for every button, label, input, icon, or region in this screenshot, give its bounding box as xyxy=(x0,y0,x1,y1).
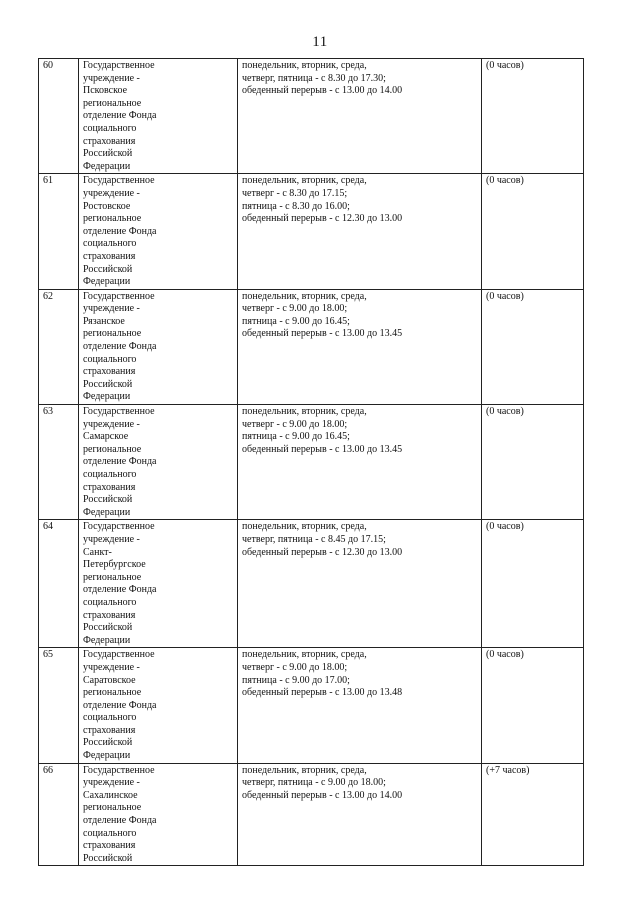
time-offset-cell: (0 часов) xyxy=(482,59,584,174)
working-hours-line: понедельник, вторник, среда, xyxy=(242,764,367,776)
institution-name-line: региональное xyxy=(83,213,142,225)
institution-name-cell xyxy=(79,174,238,289)
institution-name-line: отделение Фонда xyxy=(83,456,157,468)
institution-name-line: Сахалинское xyxy=(83,789,138,801)
institution-name-line: региональное xyxy=(83,571,142,583)
working-hours-line: пятница - с 9.00 до 16.45; xyxy=(242,315,350,327)
institution-name-line: отделение Фонда xyxy=(83,110,157,122)
institution-name-line: страхования xyxy=(83,724,136,736)
institution-name-line: отделение Фонда xyxy=(83,699,157,711)
working-hours-line: обеденный перерыв - с 12.30 до 13.00 xyxy=(242,546,403,558)
institution-name-line: Рязанское xyxy=(83,315,125,327)
working-hours-line: понедельник, вторник, среда, xyxy=(242,290,367,302)
working-hours-line: обеденный перерыв - с 13.00 до 14.00 xyxy=(242,85,403,97)
institution-name-line: учреждение - xyxy=(83,303,140,315)
institution-name-line: Федерации xyxy=(83,391,131,403)
working-hours-line: пятница - с 8.30 до 16.00; xyxy=(242,200,350,212)
row-number-cell: 61 xyxy=(39,174,79,289)
institution-name-line: Российской xyxy=(83,737,133,749)
institution-name-line: региональное xyxy=(83,328,142,340)
institution-name-line: Российской xyxy=(83,378,133,390)
time-offset-cell: (+7 часов) xyxy=(482,763,584,866)
working-hours-line: четверг - с 9.00 до 18.00; xyxy=(242,303,348,315)
institution-name-line: учреждение - xyxy=(83,777,140,789)
institution-name-line: социального xyxy=(83,827,137,839)
time-offset-cell: (0 часов) xyxy=(482,174,584,289)
table-row xyxy=(39,405,584,520)
institution-name-line: социального xyxy=(83,238,137,250)
institution-name-line: Федерации xyxy=(83,750,131,762)
working-hours-cell xyxy=(238,405,482,520)
working-hours-line: обеденный перерыв - с 13.00 до 13.48 xyxy=(242,687,403,699)
working-hours-line: понедельник, вторник, среда, xyxy=(242,649,367,661)
institution-name-line: Государственное xyxy=(83,60,155,71)
row-number-cell: 62 xyxy=(39,289,79,404)
working-hours-line: пятница - с 9.00 до 16.45; xyxy=(242,431,350,443)
institution-name-line: Федерации xyxy=(83,634,131,646)
institution-name-line: Ростовское xyxy=(83,200,131,212)
schedule-table-body xyxy=(39,59,584,866)
working-hours-cell xyxy=(238,763,482,866)
institution-name-line: социального xyxy=(83,353,137,365)
institution-name-line: отделение Фонда xyxy=(83,225,157,237)
row-number-cell: 63 xyxy=(39,405,79,520)
working-hours-line: четверг, пятница - с 9.00 до 18.00; xyxy=(242,777,386,789)
working-hours-line: пятница - с 9.00 до 17.00; xyxy=(242,674,350,686)
time-offset-cell: (0 часов) xyxy=(482,405,584,520)
institution-name-line: Государственное xyxy=(83,175,155,187)
institution-name-line: Российской xyxy=(83,263,133,275)
institution-name-cell xyxy=(79,405,238,520)
institution-name-line: Федерации xyxy=(83,160,131,172)
working-hours-line: четверг - с 8.30 до 17.15; xyxy=(242,187,348,199)
page-number: 11 xyxy=(312,34,328,50)
institution-name-line: Петербургское xyxy=(83,559,146,571)
institution-name-cell xyxy=(79,289,238,404)
working-hours-line: четверг - с 9.00 до 18.00; xyxy=(242,661,348,673)
institution-name-line: Государственное xyxy=(83,521,155,533)
institution-name-cell xyxy=(79,763,238,866)
row-number-cell: 60 xyxy=(39,59,79,174)
institution-name-line: Саратовское xyxy=(83,674,136,686)
working-hours-cell xyxy=(238,520,482,648)
working-hours-line: понедельник, вторник, среда, xyxy=(242,521,367,533)
working-hours-line: понедельник, вторник, среда, xyxy=(242,406,367,418)
working-hours-line: четверг - с 9.00 до 18.00; xyxy=(242,418,348,430)
institution-name-line: социального xyxy=(83,469,137,480)
time-offset-cell: (0 часов) xyxy=(482,648,584,763)
schedule-table xyxy=(38,58,584,866)
institution-name-cell xyxy=(79,520,238,648)
working-hours-cell xyxy=(238,59,482,174)
working-hours-line: обеденный перерыв - с 13.00 до 13.45 xyxy=(242,328,403,340)
institution-name-line: страхования xyxy=(83,481,136,493)
time-offset-cell: (0 часов) xyxy=(482,289,584,404)
working-hours-line: обеденный перерыв - с 12.30 до 13.00 xyxy=(242,213,403,225)
table-row xyxy=(39,763,584,866)
institution-name-line: страхования xyxy=(83,250,136,262)
row-number-cell: 64 xyxy=(39,520,79,648)
working-hours-line: понедельник, вторник, среда, xyxy=(242,60,367,71)
institution-name-line: региональное xyxy=(83,443,142,455)
working-hours-line: обеденный перерыв - с 13.00 до 13.45 xyxy=(242,443,403,455)
institution-name-line: Российской xyxy=(83,494,133,506)
table-row xyxy=(39,520,584,648)
table-row xyxy=(39,289,584,404)
institution-name-line: Российской xyxy=(83,622,133,634)
row-number-cell: 65 xyxy=(39,648,79,763)
institution-name-line: Государственное xyxy=(83,764,155,776)
row-number-cell: 66 xyxy=(39,763,79,866)
institution-name-line: Федерации xyxy=(83,276,131,288)
working-hours-cell xyxy=(238,289,482,404)
institution-name-line: социального xyxy=(83,596,137,608)
institution-name-line: социального xyxy=(83,712,137,724)
institution-name-line: Самарское xyxy=(83,431,129,443)
institution-name-line: учреждение - xyxy=(83,533,140,545)
working-hours-line: понедельник, вторник, среда, xyxy=(242,175,367,187)
institution-name-line: учреждение - xyxy=(83,72,140,84)
institution-name-line: страхования xyxy=(83,366,136,378)
institution-name-line: страхования xyxy=(83,609,136,621)
institution-name-line: Федерации xyxy=(83,506,131,518)
institution-name-line: Псковское xyxy=(83,85,128,97)
institution-name-line: Российской xyxy=(83,852,133,864)
working-hours-cell xyxy=(238,648,482,763)
institution-name-line: отделение Фонда xyxy=(83,584,157,596)
institution-name-line: отделение Фонда xyxy=(83,341,157,353)
institution-name-line: Государственное xyxy=(83,290,155,302)
working-hours-line: четверг, пятница - с 8.30 до 17.30; xyxy=(242,72,386,84)
table-row xyxy=(39,648,584,763)
institution-name-line: региональное xyxy=(83,97,142,109)
working-hours-line: четверг, пятница - с 8.45 до 17.15; xyxy=(242,533,386,545)
institution-name-line: региональное xyxy=(83,687,142,699)
institution-name-line: региональное xyxy=(83,802,142,814)
institution-name-line: учреждение - xyxy=(83,661,140,673)
table-row xyxy=(39,174,584,289)
institution-name-line: страхования xyxy=(83,135,136,147)
working-hours-line: обеденный перерыв - с 13.00 до 14.00 xyxy=(242,789,403,801)
institution-name-line: Государственное xyxy=(83,649,155,661)
institution-name-line: Российской xyxy=(83,148,133,160)
institution-name-cell xyxy=(79,59,238,174)
institution-name-line: отделение Фонда xyxy=(83,815,157,827)
institution-name-line: учреждение - xyxy=(83,418,140,430)
working-hours-cell xyxy=(238,174,482,289)
institution-name-cell xyxy=(79,648,238,763)
institution-name-line: социального xyxy=(83,122,137,134)
institution-name-line: Санкт- xyxy=(83,546,112,558)
institution-name-line: страхования xyxy=(83,840,136,852)
table-row xyxy=(39,59,584,174)
time-offset-cell: (0 часов) xyxy=(482,520,584,648)
institution-name-line: Государственное xyxy=(83,406,155,418)
institution-name-line: учреждение - xyxy=(83,187,140,199)
